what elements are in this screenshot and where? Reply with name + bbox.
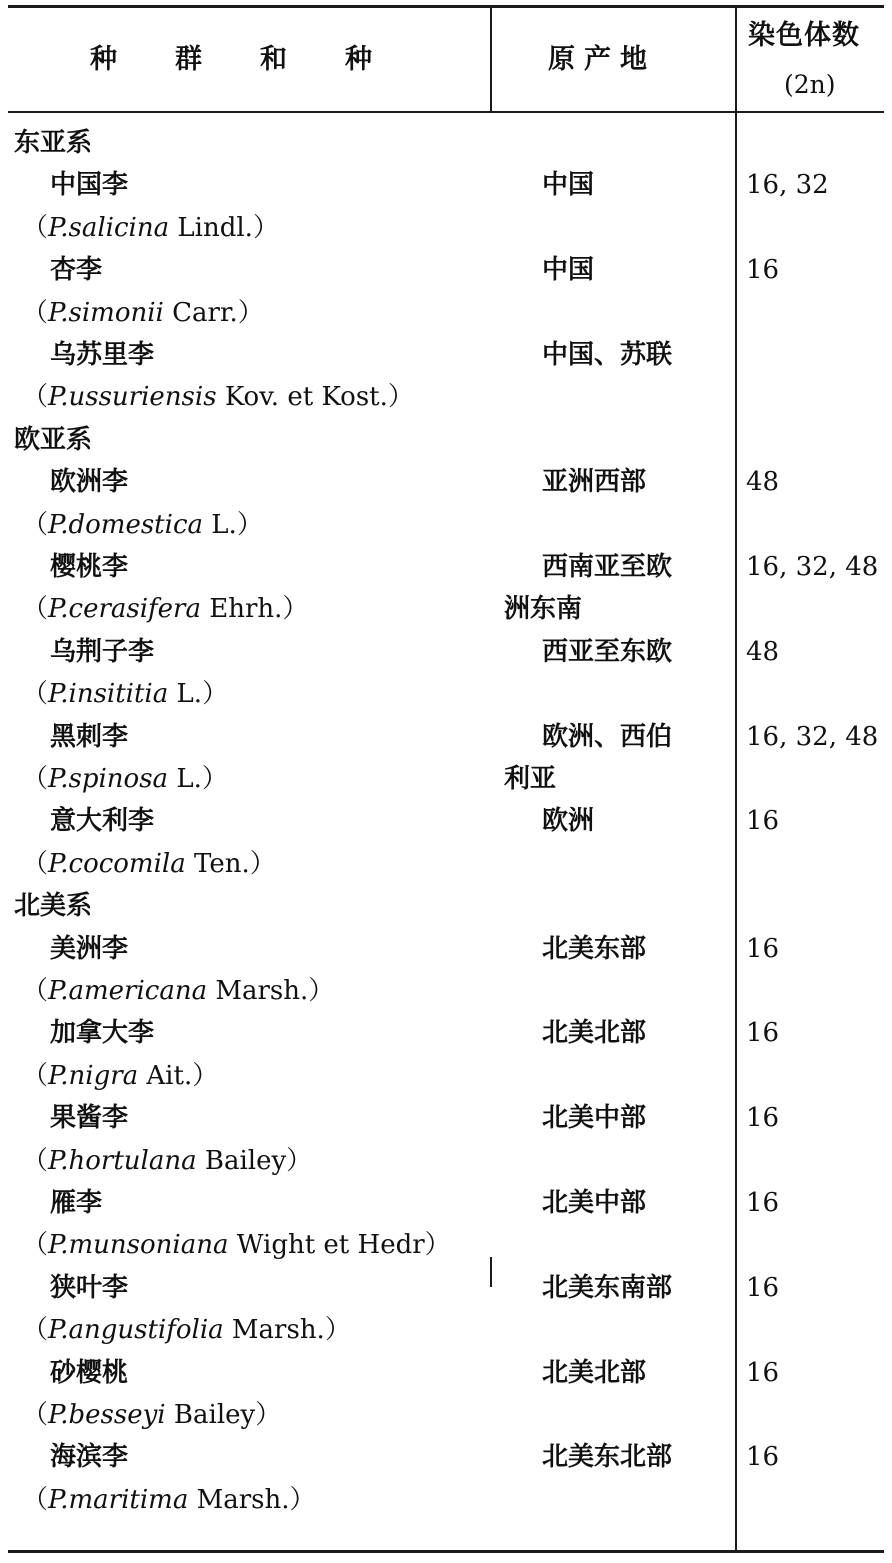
species-latin-name: （P.nigra Ait.） <box>22 1060 219 1091</box>
header-chromosome-unit: (2n) <box>784 70 836 99</box>
header-species-char: 种 <box>345 44 372 75</box>
header-species-char: 种 <box>90 44 117 75</box>
species-chinese-name: 欧洲李 <box>50 467 129 498</box>
species-latin-name: （P.hortulana Bailey） <box>22 1145 313 1176</box>
top-rule <box>8 5 884 8</box>
species-latin-name: （P.insititia L.） <box>22 679 229 710</box>
column-divider-chromosome <box>735 8 737 1550</box>
origin-cell: 北美东南部 <box>542 1272 673 1303</box>
species-latin-name: （P.maritima Marsh.） <box>22 1484 316 1515</box>
species-chinese-name: 狭叶李 <box>50 1272 129 1303</box>
species-chinese-name: 美洲李 <box>50 933 129 964</box>
species-chinese-name: 乌荆子李 <box>50 636 155 667</box>
species-chinese-name: 加拿大李 <box>50 1018 155 1049</box>
species-latin-name: （P.americana Marsh.） <box>22 976 335 1006</box>
species-chinese-name: 意大利李 <box>50 806 155 837</box>
chromosome-cell: 16, 32, 48 <box>746 721 879 752</box>
origin-cell: 北美北部 <box>542 1357 647 1388</box>
species-latin-name: （P.spinosa L.） <box>22 764 228 794</box>
species-latin-name: （P.besseyi Bailey） <box>22 1400 282 1430</box>
chromosome-cell: 16, 32, 48 <box>746 552 879 582</box>
species-chinese-name: 雁李 <box>50 1188 103 1218</box>
origin-cell: 中国 <box>542 255 595 286</box>
origin-cell: 欧洲 <box>542 806 595 837</box>
chromosome-cell: 16 <box>746 806 780 837</box>
chromosome-cell: 48 <box>746 636 780 667</box>
chromosome-cell: 16 <box>746 1188 780 1218</box>
species-latin-name: （P.cerasifera Ehrh.） <box>22 594 309 625</box>
species-latin-name: （P.munsoniana Wight et Hedr） <box>22 1230 451 1261</box>
origin-cell: 西亚至东欧 <box>542 636 673 667</box>
origin-cell: 中国、苏联 <box>542 340 673 370</box>
species-latin-name: （P.ussuriensis Kov. et Kost.） <box>22 382 414 413</box>
header-rule <box>8 111 884 113</box>
origin-cell: 北美东北部 <box>542 1442 673 1473</box>
group-heading: 东亚系 <box>14 128 93 158</box>
origin-cell-continued: 洲东南 <box>504 594 583 625</box>
origin-cell: 北美北部 <box>542 1018 647 1049</box>
species-chinese-name: 砂樱桃 <box>50 1357 129 1388</box>
species-chinese-name: 乌苏里李 <box>50 340 155 370</box>
species-latin-name: （P.salicina Lindl.） <box>22 212 279 243</box>
origin-cell: 西南亚至欧 <box>542 552 673 582</box>
column-divider-fragment <box>490 1257 492 1287</box>
chromosome-cell: 16 <box>746 1018 780 1049</box>
species-chinese-name: 中国李 <box>50 170 129 201</box>
header-species-char: 群 <box>175 44 202 75</box>
header-chromosome-count: 染色体数 <box>748 20 860 51</box>
species-chinese-name: 海滨李 <box>50 1442 129 1473</box>
species-chinese-name: 黑刺李 <box>50 721 129 752</box>
column-divider-header <box>490 8 492 112</box>
bottom-rule <box>8 1550 884 1553</box>
species-chinese-name: 樱桃李 <box>50 552 129 582</box>
chromosome-cell: 16 <box>746 1103 780 1134</box>
origin-cell-continued: 利亚 <box>504 764 557 794</box>
species-chinese-name: 果酱李 <box>50 1103 129 1134</box>
header-origin: 原产地 <box>548 44 656 75</box>
origin-cell: 北美中部 <box>542 1103 647 1134</box>
header-species-char: 和 <box>260 44 287 75</box>
header-species-group <box>90 46 372 73</box>
chromosome-cell: 16 <box>746 1272 780 1303</box>
chromosome-cell: 16 <box>746 933 780 964</box>
group-heading: 欧亚系 <box>14 424 93 455</box>
group-heading: 北美系 <box>14 891 93 922</box>
species-latin-name: （P.angustifolia Marsh.） <box>22 1315 351 1346</box>
species-latin-name: （P.domestica L.） <box>22 509 263 540</box>
chromosome-cell: 16, 32 <box>746 170 829 201</box>
chromosome-cell: 16 <box>746 1357 780 1388</box>
species-chinese-name: 杏李 <box>50 255 103 286</box>
origin-cell: 中国 <box>542 170 595 201</box>
chromosome-cell: 16 <box>746 255 780 286</box>
origin-cell: 亚洲西部 <box>542 467 647 498</box>
origin-cell: 北美东部 <box>542 933 647 964</box>
species-latin-name: （P.cocomila Ten.） <box>22 848 276 879</box>
origin-cell: 欧洲、西伯 <box>542 721 673 752</box>
species-latin-name: （P.simonii Carr.） <box>22 297 264 328</box>
chromosome-cell: 48 <box>746 467 780 498</box>
chromosome-cell: 16 <box>746 1442 780 1473</box>
origin-cell: 北美中部 <box>542 1188 647 1218</box>
